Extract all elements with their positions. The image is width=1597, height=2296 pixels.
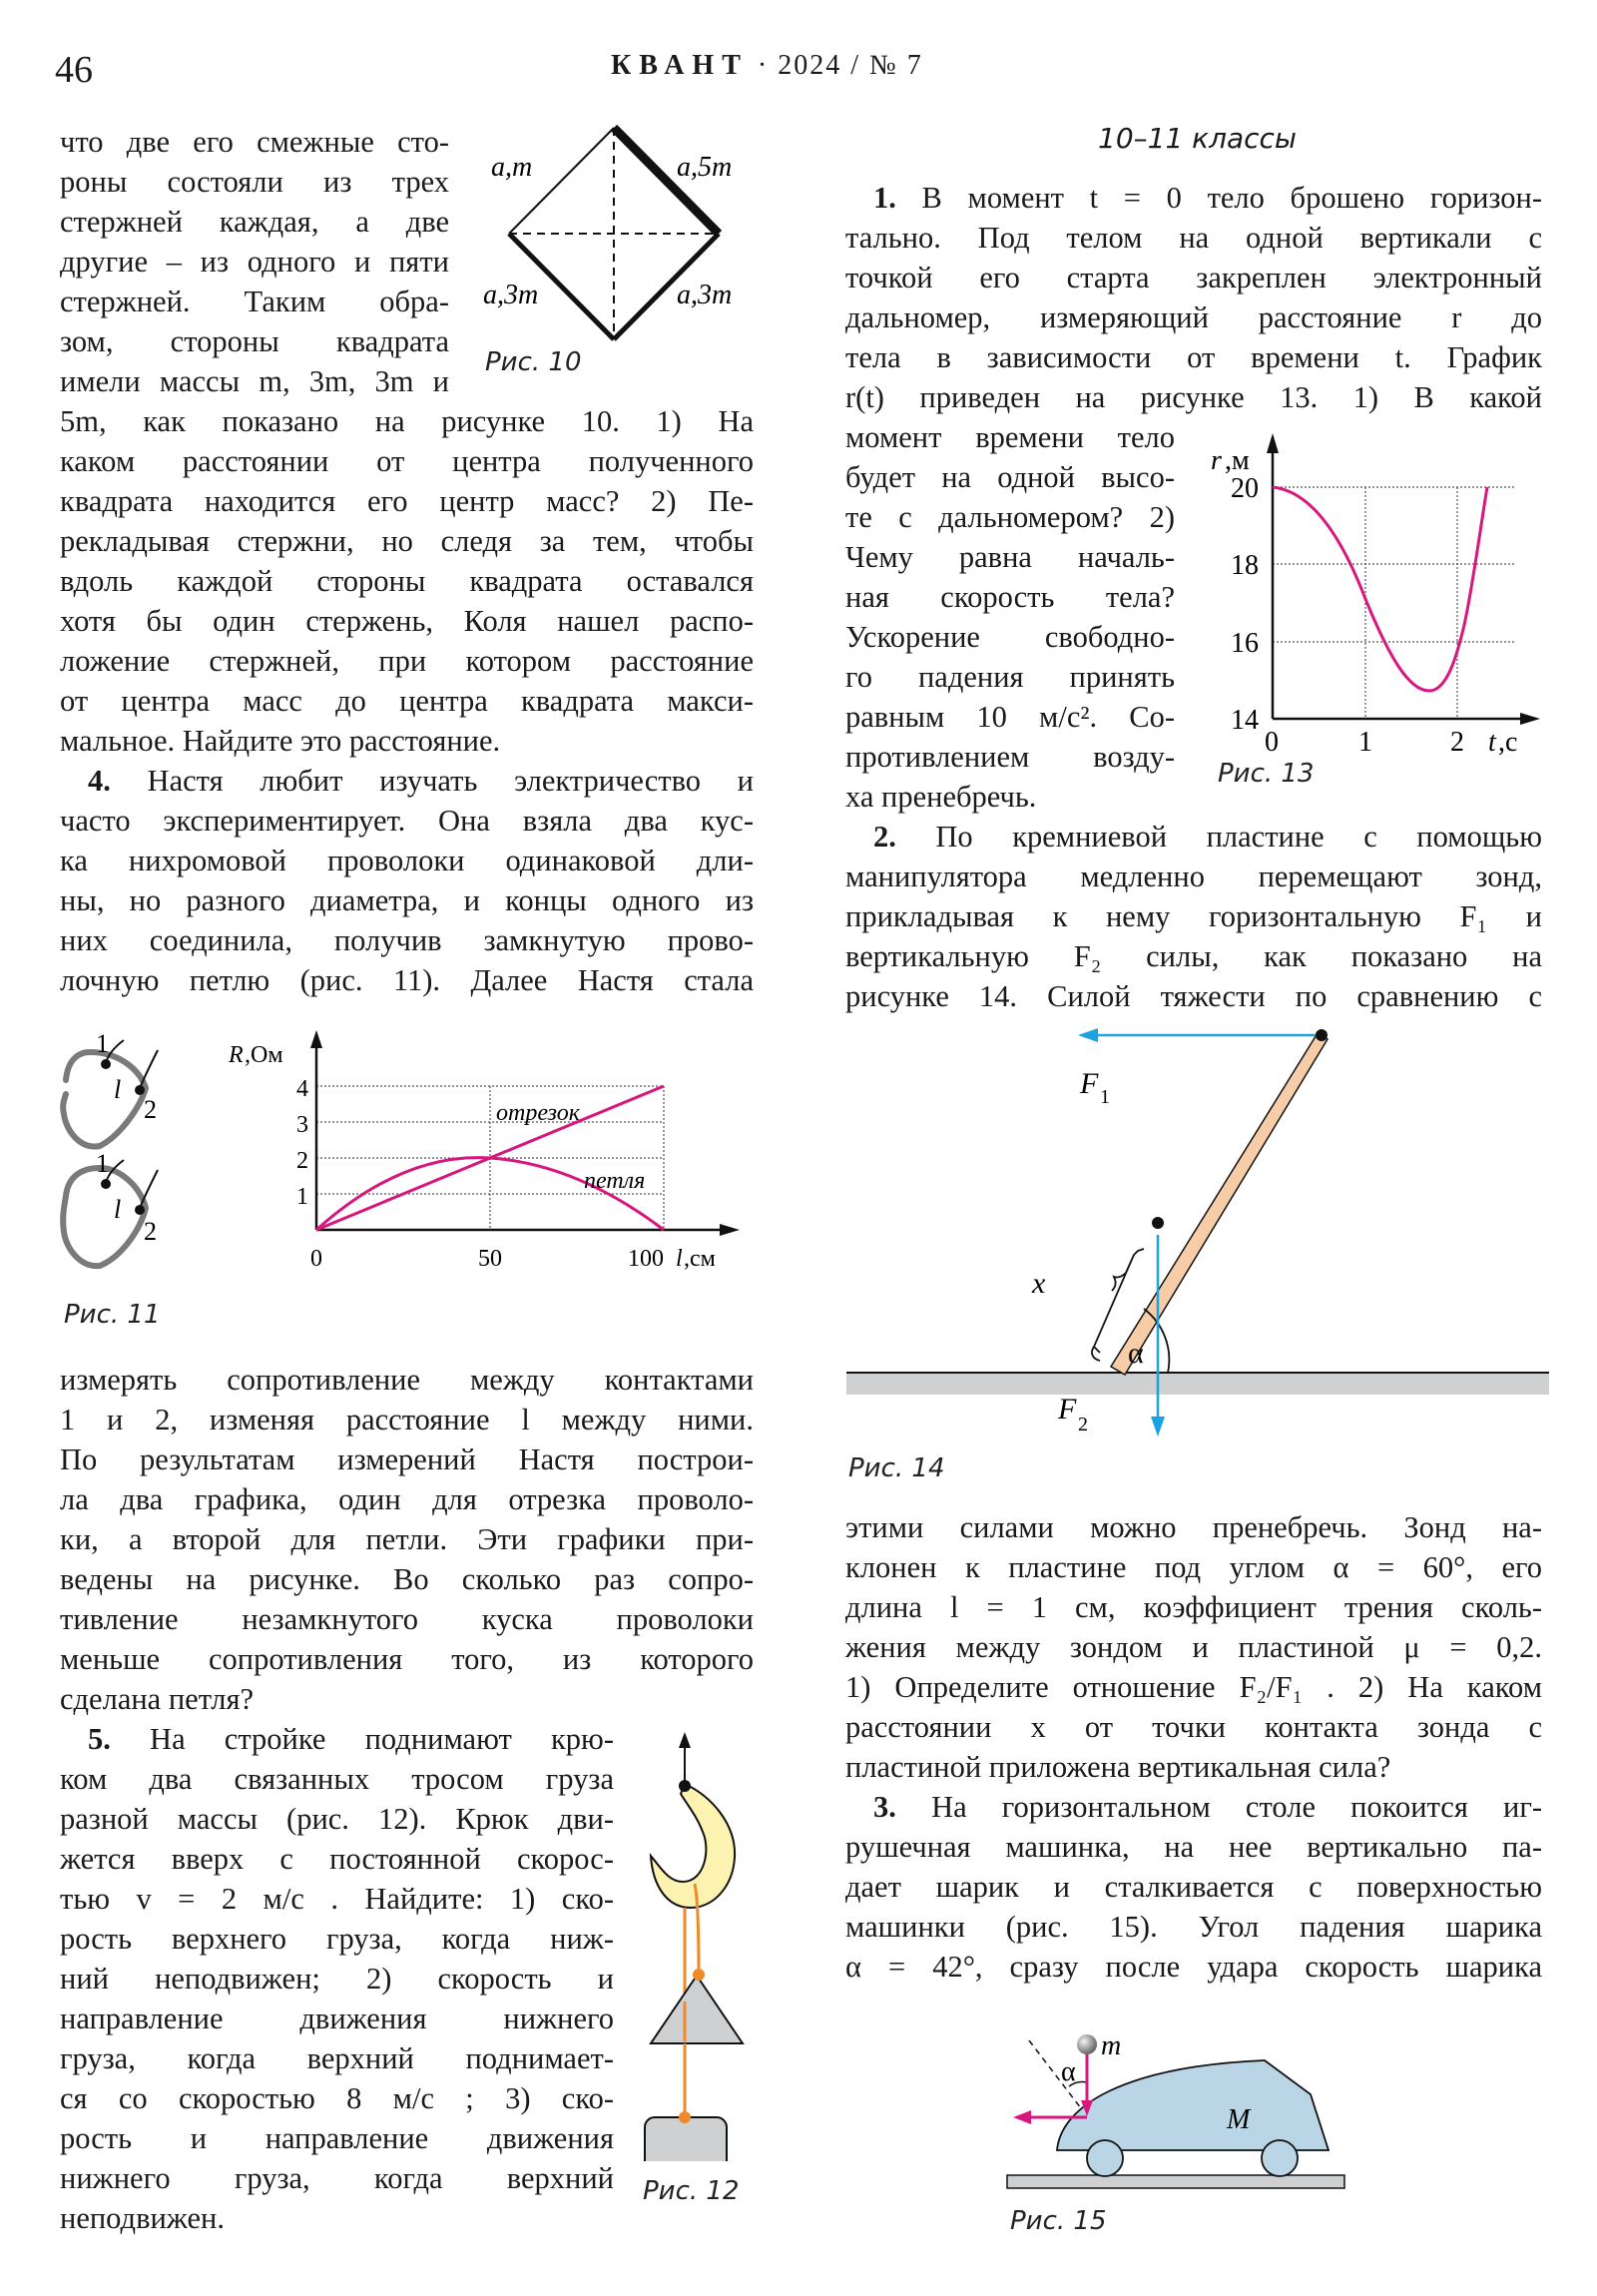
figure-13-caption: Рис. 13 xyxy=(1218,759,1315,789)
text-line: каком расстоянии от центра полученного xyxy=(60,444,754,478)
label-contact-1: 1 xyxy=(96,1149,109,1178)
figure-11-resistance-chart xyxy=(225,1028,744,1288)
svg-text:t: t xyxy=(1488,727,1496,758)
text-line: рекладывая стержни, но следя за тем, чтобы xyxy=(60,524,754,558)
svg-text:1: 1 xyxy=(296,1184,308,1210)
problem-number: 3. xyxy=(873,1790,896,1824)
figure-15-car-diagram xyxy=(1003,2016,1362,2196)
text-line: ся со скоростью 8 м/с ; 3) ско- xyxy=(60,2081,614,2115)
text-line: этими силами можно пренебречь. Зонд на- xyxy=(845,1510,1542,1544)
text-line: Чему равна началь- xyxy=(845,540,1175,574)
svg-text:,Ом: ,Ом xyxy=(245,1042,283,1068)
text-line: манипулятора медленно перемещают зонд, xyxy=(845,860,1542,893)
text-line: них соединила, получив замкнутую прово- xyxy=(60,923,754,957)
figure-11-caption: Рис. 11 xyxy=(64,1300,161,1330)
text-fragment: Настя любит изучать электричество и xyxy=(147,764,755,798)
svg-text:50: 50 xyxy=(478,1246,502,1272)
svg-text:,см: ,см xyxy=(684,1246,716,1272)
text-line: 1) Определите отношение F₂/F₁ . 2) На каком xyxy=(845,1670,1542,1704)
text-line: расстоянии x от точки контакта зонда с xyxy=(845,1710,1542,1744)
text-line: мальное. Найдите это расстояние. xyxy=(60,724,501,758)
issue-number: 2024 / № 7 xyxy=(778,50,923,81)
svg-text:,м: ,м xyxy=(1225,445,1250,476)
y-axis-arrow-icon xyxy=(1267,433,1279,453)
text-line: ком два связанных тросом груза xyxy=(60,1762,614,1796)
svg-text:20: 20 xyxy=(1231,473,1259,504)
label-length-l: l xyxy=(114,1075,122,1104)
text-line: что две его смежные сто- xyxy=(60,125,449,159)
problem-number: 4. xyxy=(88,764,111,798)
text-line: равным 10 м/с². Со- xyxy=(845,700,1175,734)
table-surface xyxy=(1007,2175,1344,2188)
svg-text:16: 16 xyxy=(1231,628,1259,659)
arrow-down-icon xyxy=(1151,1417,1165,1436)
velocity-arrow-icon xyxy=(679,1732,691,1748)
text-line: ная скорость тела? xyxy=(845,580,1175,614)
text-line: 1 и 2, изменяя расстояние l между ними. xyxy=(60,1403,754,1436)
label-length-l: l xyxy=(114,1195,122,1224)
text-line: вдоль каждой стороны квадрата оставался xyxy=(60,564,754,598)
label-side-bottom-right: a,3m xyxy=(677,280,733,310)
label-f2: F xyxy=(1058,1393,1077,1426)
text-line: хотя бы один стержень, Коля нашел распо- xyxy=(60,604,754,638)
arrow-left-icon xyxy=(1078,1028,1098,1042)
car-wheel xyxy=(1262,2140,1298,2176)
text-line: жется вверх с постоянной скорос- xyxy=(60,1842,614,1876)
text-fragment: По кремниевой пластине с помощью xyxy=(935,820,1542,854)
label-alpha: α xyxy=(1061,2056,1076,2087)
text-line: часто экспериментирует. Она взяла два кус- xyxy=(60,804,754,838)
probe-rod xyxy=(1111,1033,1328,1375)
header-separator: · xyxy=(757,50,770,81)
text-line: рость и направление движения xyxy=(60,2121,614,2155)
figure-12-hook-diagram xyxy=(639,1732,769,2161)
label-side-bottom-left: a,3m xyxy=(483,280,539,310)
text-line: рость верхнего груза, когда ниж- xyxy=(60,1922,614,1956)
text-line: ний неподвижен; 2) скорость и xyxy=(60,1962,614,1996)
svg-text:2: 2 xyxy=(1450,727,1464,758)
text-line: точкой его старта закреплен электронный xyxy=(845,261,1542,294)
label-f1-subscript: 1 xyxy=(1100,1086,1110,1108)
text-fragment: В момент t = 0 тело брошено горизон- xyxy=(921,181,1543,215)
text-line: измерять сопротивление между контактами xyxy=(60,1363,754,1397)
series-r-of-t xyxy=(1273,487,1487,691)
problem-1-intro xyxy=(845,178,1542,417)
figure-10-caption: Рис. 10 xyxy=(485,347,582,377)
problem-2-body xyxy=(845,1507,1542,1787)
text-line: имели массы m, 3m, 3m и xyxy=(60,364,449,398)
text-line: По результатам измерений Настя построи- xyxy=(60,1442,754,1476)
text-line: будет на одной высо- xyxy=(845,460,1175,494)
journal-name: КВАНТ xyxy=(611,50,749,81)
legend-segment: отрезок xyxy=(496,1100,580,1126)
text-line: тально. Под телом на одной вертикали с xyxy=(845,221,1542,255)
text-line: рисунке 14. Силой тяжести по сравнению с xyxy=(845,979,1542,1013)
text-line: неподвижен. xyxy=(60,2201,225,2235)
text-line: ла два графика, один для отрезка проволо- xyxy=(60,1482,754,1516)
label-contact-2: 2 xyxy=(144,1095,157,1124)
text-line: клонен к пластине под углом α = 60°, его xyxy=(845,1550,1542,1584)
text-line: длина l = 1 см, коэффициент трения сколь- xyxy=(845,1590,1542,1624)
label-alpha: α xyxy=(1128,1337,1144,1370)
label-f1: F xyxy=(1080,1067,1099,1100)
svg-text:r: r xyxy=(1211,445,1222,476)
figure-15-caption: Рис. 15 xyxy=(1010,2206,1107,2236)
text-line: стержней. Таким обра- xyxy=(60,285,449,318)
text-line xyxy=(60,1719,614,1759)
text-line: го падения принять xyxy=(845,660,1175,694)
text-line: другие – из одного и пяти xyxy=(60,245,449,279)
text-line: Ускорение свободно- xyxy=(845,620,1175,654)
text-line: ведены на рисунке. Во сколько раз сопро- xyxy=(60,1562,754,1596)
text-line: ны, но разного диаметра, и концы одного из xyxy=(60,883,754,917)
y-axis-arrow-icon xyxy=(310,1030,322,1048)
text-line: противлением возду- xyxy=(845,740,1175,774)
svg-text:0: 0 xyxy=(1265,727,1279,758)
text-line: те с дальномером? 2) xyxy=(845,500,1175,534)
text-line: сделана петля? xyxy=(60,1682,255,1716)
text-line: 5m, как показано на рисунке 10. 1) На xyxy=(60,404,754,438)
figure-11-wire-loops xyxy=(60,1018,220,1298)
contact-2-dot xyxy=(135,1085,145,1095)
problem-1-wrapped xyxy=(845,417,1175,817)
section-title: 10–11 классы xyxy=(1098,122,1298,155)
running-header xyxy=(611,50,923,82)
hook-icon xyxy=(651,1784,735,1908)
svg-text:3: 3 xyxy=(296,1112,308,1138)
upper-load xyxy=(651,1976,743,2043)
problem-number: 1. xyxy=(873,181,896,215)
svg-text:14: 14 xyxy=(1231,705,1259,736)
figure-12-caption: Рис. 12 xyxy=(643,2176,740,2206)
figure-13-distance-chart xyxy=(1203,429,1542,759)
contact-1-dot xyxy=(101,1059,111,1069)
figure-14-probe-diagram xyxy=(838,1023,1557,1442)
text-line: дальномер, измеряющий расстояние r до xyxy=(845,300,1542,334)
text-line: зом, стороны квадрата xyxy=(60,324,449,358)
text-line: дает шарик и сталкивается с поверхностью xyxy=(845,1870,1542,1904)
text-line: тью v = 2 м/с . Найдите: 1) ско- xyxy=(60,1882,614,1916)
problem-4-body xyxy=(60,1360,754,1719)
svg-text:4: 4 xyxy=(296,1076,308,1102)
text-line: α = 42°, сразу после удара скорость шарика xyxy=(845,1950,1542,1984)
text-line: квадрата находится его центр масс? 2) Пе- xyxy=(60,484,754,518)
silicon-plate xyxy=(846,1373,1549,1395)
label-side-top-right: a,5m xyxy=(677,152,733,183)
text-line: прикладывая к нему горизонтальную F₁ и xyxy=(845,899,1542,933)
text-line: машинки (рис. 15). Угол падения шарика xyxy=(845,1910,1542,1944)
problem-number: 2. xyxy=(873,820,896,854)
svg-text:1: 1 xyxy=(1358,727,1372,758)
text-line: груза, когда верхний поднимает- xyxy=(60,2041,614,2075)
text-line: рушечная машинка, на нее вертикально па- xyxy=(845,1830,1542,1864)
text-fragment: На стройке поднимают крю- xyxy=(150,1722,614,1756)
text-line: стержней каждая, а две xyxy=(60,205,449,239)
toy-car-body xyxy=(1057,2060,1329,2150)
legend-loop: петля xyxy=(584,1168,646,1194)
svg-text:,с: ,с xyxy=(1498,727,1518,758)
x-axis-arrow-icon xyxy=(1520,713,1540,725)
svg-text:l: l xyxy=(676,1246,683,1272)
arrow-left-icon xyxy=(1013,2110,1031,2124)
text-line: ложение стержней, при котором расстояние xyxy=(60,644,754,678)
text-line: лочную петлю (рис. 11). Далее Настя стала xyxy=(60,963,754,997)
text-line: ки, а второй для петли. Эти графики при- xyxy=(60,1522,754,1556)
label-contact-2: 2 xyxy=(144,1217,157,1246)
text-line: меньше сопротивления того, из которого xyxy=(60,1642,754,1676)
label-side-top-left: a,m xyxy=(491,152,533,183)
text-line xyxy=(845,178,1542,218)
label-car-mass: M xyxy=(1227,2104,1251,2135)
contact-2-dot xyxy=(135,1205,145,1215)
lower-load xyxy=(645,2117,727,2161)
car-wheel xyxy=(1087,2140,1123,2176)
text-fragment: На горизонтальном столе покоится иг- xyxy=(931,1790,1543,1824)
text-line: жения между зондом и пластиной μ = 0,2. xyxy=(845,1630,1542,1664)
text-line: тела в зависимости от времени t. График xyxy=(845,340,1542,374)
text-line xyxy=(845,1787,1542,1827)
text-line: вертикальную F₂ силы, как показано на xyxy=(845,939,1542,973)
problem3-tail-wrapped xyxy=(60,122,449,401)
text-line: роны состояли из трех xyxy=(60,165,449,199)
text-line xyxy=(60,761,754,801)
text-line: r(t) приведен на рисунке 13. 1) В какой xyxy=(845,380,1542,414)
text-line: направление движения нижнего xyxy=(60,2002,614,2035)
problem-5 xyxy=(60,1719,614,2238)
problem3-tail-full xyxy=(60,401,754,761)
problem-4-intro xyxy=(60,761,754,1000)
svg-text:18: 18 xyxy=(1231,550,1259,581)
x-axis-arrow-icon xyxy=(720,1224,740,1236)
svg-text:2: 2 xyxy=(296,1148,308,1174)
svg-text:R: R xyxy=(229,1042,244,1068)
ball-icon xyxy=(1077,2034,1097,2054)
label-contact-1: 1 xyxy=(96,1029,109,1058)
problem-2-intro xyxy=(845,817,1542,1016)
label-x: x xyxy=(1032,1267,1046,1300)
text-line: момент времени тело xyxy=(845,420,1175,454)
svg-text:0: 0 xyxy=(310,1246,322,1272)
text-line: нижнего груза, когда верхний xyxy=(60,2161,614,2195)
text-line xyxy=(845,817,1542,857)
svg-text:100: 100 xyxy=(628,1246,664,1272)
page-number: 46 xyxy=(55,49,93,91)
problem-3 xyxy=(845,1787,1542,1987)
text-line: пластиной приложена вертикальная сила? xyxy=(845,1750,1391,1784)
figure-14-caption: Рис. 14 xyxy=(848,1453,945,1483)
text-line: разной массы (рис. 12). Крюк дви- xyxy=(60,1802,614,1836)
label-ball-mass: m xyxy=(1101,2030,1122,2061)
contact-1-dot xyxy=(101,1179,111,1189)
problem-number: 5. xyxy=(88,1722,111,1756)
text-line: ка нихромовой проволоки одинаковой дли- xyxy=(60,844,754,877)
text-line: от центра масс до центра квадрата макси- xyxy=(60,684,754,718)
text-line: ха пренебречь. xyxy=(845,780,1037,814)
label-f2-subscript: 2 xyxy=(1078,1414,1088,1435)
text-line: тивление незамкнутого куска проволоки xyxy=(60,1602,754,1636)
